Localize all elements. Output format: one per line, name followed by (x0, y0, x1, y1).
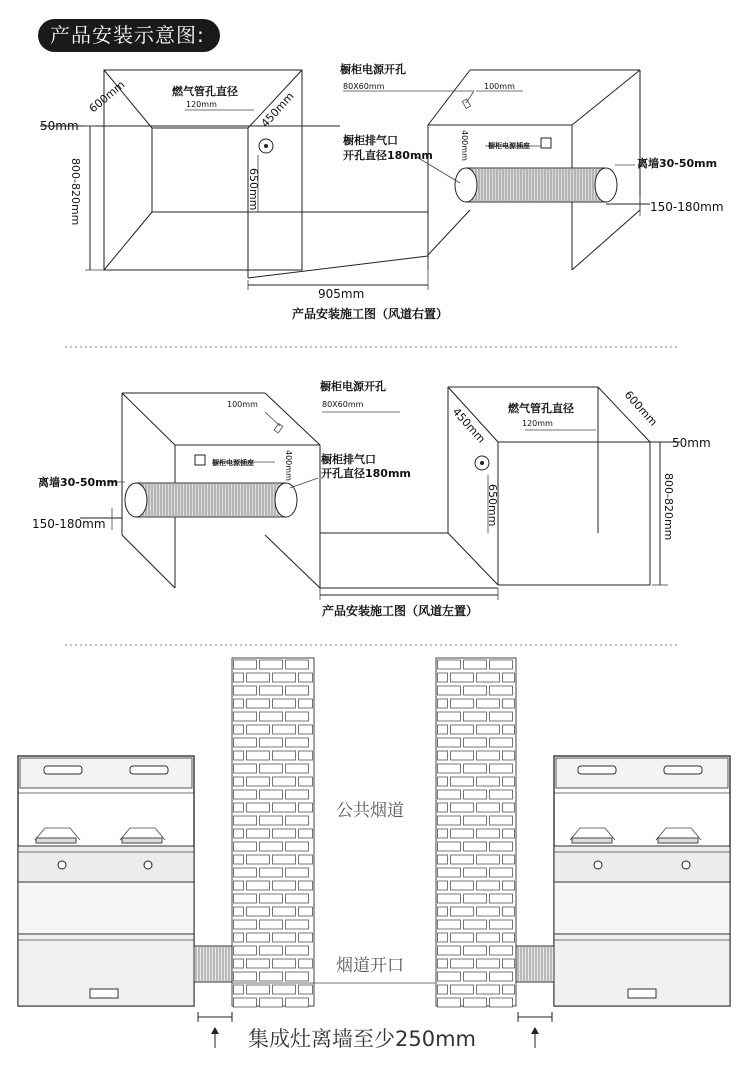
d2-dim-800: 800-820mm (662, 473, 675, 541)
exhaust-duct-2 (125, 483, 297, 517)
d1-dim-800: 800-820mm (69, 158, 82, 226)
exhaust-duct (455, 168, 617, 202)
d1-dim-100: 100mm (484, 82, 515, 91)
d1-exhaust-label-2: 开孔直径180mm (343, 149, 433, 162)
d1-socket-label: 橱柜电源插座 (488, 142, 530, 150)
d2-dim-450: 450mm (449, 405, 488, 446)
d2-power-label: 橱柜电源开孔 (320, 380, 386, 393)
d1-dim-905: 905mm (318, 287, 365, 301)
d1-gas-size: 120mm (186, 100, 217, 109)
d2-exhaust-label-1: 橱柜排气口 (321, 453, 376, 466)
d2-dim-50: 50mm (672, 436, 711, 450)
right-cabinet-box-2 (448, 387, 650, 585)
d2-gas-size: 120mm (522, 419, 553, 428)
brick-wall-right (436, 658, 516, 1007)
d2-dim-150: 150-180mm (32, 517, 106, 531)
arrow-up-left-icon (211, 1027, 219, 1048)
d2-exhaust-label-2: 开孔直径180mm (321, 467, 411, 480)
d1-caption: 产品安装施工图（风道右置） (292, 307, 449, 321)
d1-gas-label: 燃气管孔直径 (172, 85, 238, 98)
d1-dim-400: 400mm (460, 130, 469, 161)
public-flue-label: 公共烟道 (336, 801, 404, 821)
d1-exhaust-label-1: 橱柜排气口 (343, 134, 398, 147)
d1-dim-150: 150-180mm (650, 200, 724, 214)
d2-dim-650: 650mm (486, 484, 499, 527)
d1-power-label: 橱柜电源开孔 (340, 63, 406, 76)
d1-dim-50: 50mm (40, 119, 79, 133)
arrow-up-right-icon (531, 1027, 539, 1048)
integrated-stove-left (18, 756, 232, 1022)
d1-dim-650: 650mm (247, 168, 260, 211)
d1-power-size: 80X60mm (343, 82, 385, 91)
brick-wall-left (232, 658, 314, 1007)
d1-dim-450: 450mm (258, 89, 297, 131)
integrated-stove-right (516, 756, 730, 1006)
d2-dim-600: 600mm (621, 388, 660, 429)
d2-caption: 产品安装施工图（风道左置） (322, 604, 479, 618)
d2-wall-gap: 离墙30-50mm (38, 476, 119, 489)
diagram-right-duct (40, 62, 724, 321)
flue-opening-label: 烟道开口 (336, 956, 404, 976)
d2-gas-label: 燃气管孔直径 (508, 402, 574, 415)
d1-dim-600: 600mm (86, 78, 128, 116)
d2-dim-100: 100mm (227, 400, 258, 409)
diagram-left-duct (32, 379, 711, 618)
d2-dim-400: 400mm (284, 450, 293, 481)
page-title: 产品安装示意图: (50, 23, 205, 47)
d2-power-size: 80X60mm (322, 400, 364, 409)
flue-scene (18, 658, 730, 1051)
clearance-note: 集成灶离墙至少250mm (248, 1027, 476, 1051)
d1-wall-gap: 离墙30-50mm (637, 157, 718, 170)
d2-socket-label: 橱柜电源插座 (212, 459, 254, 467)
